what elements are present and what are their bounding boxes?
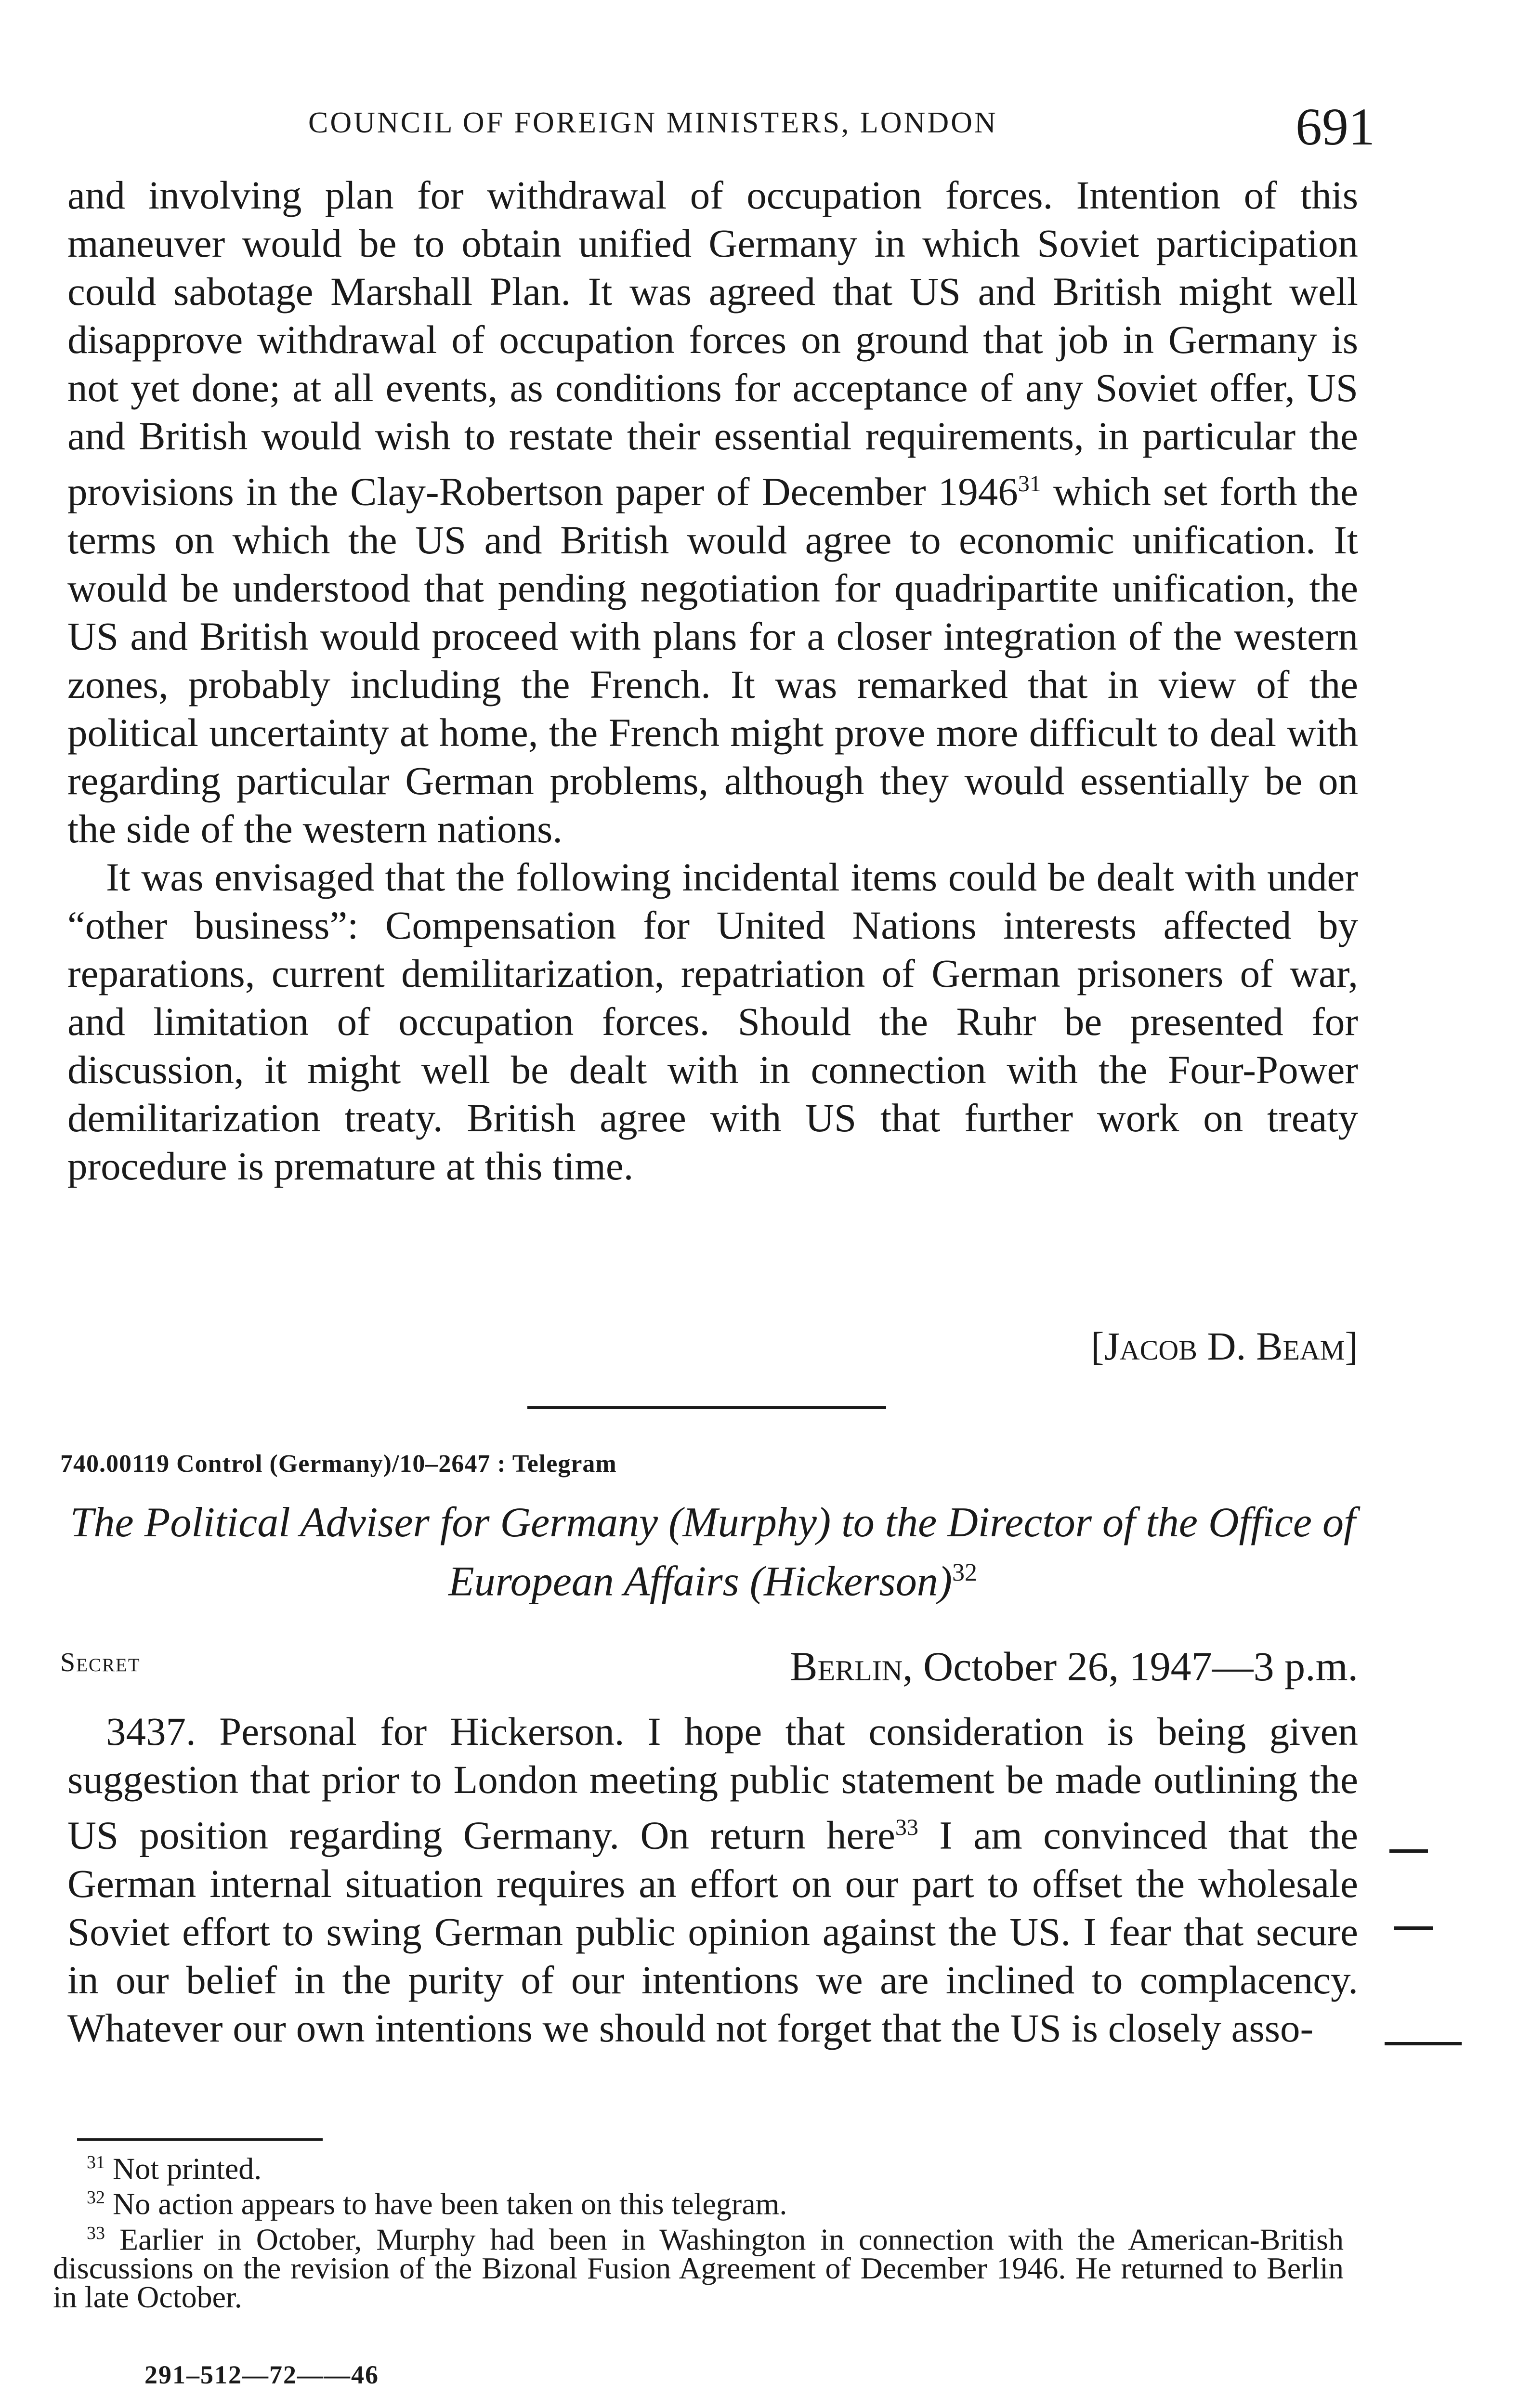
- place-date-line: [722, 1642, 1358, 1690]
- telegram-date: , October 26, 1947—3 p.m.: [903, 1643, 1358, 1689]
- classification-label: Secret: [60, 1648, 141, 1677]
- memo-body: [67, 171, 1358, 1190]
- margin-mark-1: [1389, 1849, 1428, 1853]
- memo-paragraph-2: It was envisaged that the following incidental items could be dealt with under “other business”: Compensation for United Nations interests affected by reparations, current demilitarization, repatriation of German prisoners of war, and limitation of occupation forces. Should the Ruhr be presented for discussion, it might well be dealt with in connection with the Four-Power demilitarization treaty. British agree with US that further work on treaty procedure is premature at this time.: [67, 854, 1358, 1188]
- document-title: The Political Adviser for Germany (Murphy) to the Director of the Office of European Affairs (Hickerson)$^{32}$: [70, 1499, 1356, 1605]
- footnote-31: $^{31}$ Not printed.: [87, 2151, 262, 2186]
- footnote-ref-31[interactable]: 31: [1018, 471, 1041, 497]
- footnote-ref-33[interactable]: 33: [895, 1815, 918, 1840]
- margin-mark-2: [1394, 1926, 1433, 1930]
- footnote-32: $^{32}$ No action appears to have been taken on this telegram.: [87, 2186, 787, 2221]
- margin-mark-3: [1385, 2042, 1462, 2045]
- running-title: COUNCIL OF FOREIGN MINISTERS, LONDON: [308, 106, 998, 139]
- section-divider: [527, 1406, 886, 1409]
- footnote-ref-32[interactable]: 32: [952, 1559, 978, 1586]
- print-code: 291–512—72——46: [144, 2360, 379, 2389]
- place-name: Berlin: [790, 1643, 903, 1689]
- signature: [Jacob D. Beam]: [1090, 1324, 1358, 1368]
- footnotes: [53, 2148, 1344, 2312]
- telegram-body: [67, 1707, 1358, 2052]
- running-head: [0, 96, 1518, 154]
- footnote-rule: [77, 2138, 323, 2141]
- page-number: 691: [1296, 97, 1375, 156]
- telegram-paragraph: 3437. Personal for Hickerson. I hope that consideration is being given suggestion that prior to London meeting public statement be made outlining the US position regarding Germany. On return here$^{33}$ I am convinced that the German internal situation requires an effort on our part to offset the wholesale Soviet effort to swing German public opinion against the US. I fear that secure in our belief in the purity of our intentions we are inclined to complacency. Whatever our own intentions we should not forget that the US is closely asso-: [67, 1709, 1359, 2050]
- footnote-33: $^{33}$ Earlier in October, Murphy had been in Washington in connection with the American-British discussions on the revision of the Bizonal Fusion Agreement of December 1946. He returned to Berlin in late October.: [53, 2222, 1344, 2314]
- file-reference: 740.00119 Control (Germany)/10–2647 : Telegram: [60, 1450, 617, 1478]
- memo-paragraph-1: and involving plan for withdrawal of occupation forces. Intention of this maneuver would be to obtain unified Germany in which Soviet participation could sabotage Marshall Plan. It was agreed that US and British might well disapprove withdrawal of occupation forces on ground that job in Germany is not yet done; at all events, as conditions for acceptance of any Soviet offer, US and British would wish to restate their essential requirements, in particular the provisions in the Clay-Robertson paper of December 1946$^{31}$ which set forth the terms on which the US and British would agree to economic unification. It would be understood that pending negotiation for quadripartite unification, the US and British would proceed with plans for a closer integration of the western zones, probably including the French. It was remarked that in view of the political uncertainty at home, the French might prove more difficult to deal with regarding particular German problems, although they would essentially be on the side of the western nations.: [67, 173, 1359, 851]
